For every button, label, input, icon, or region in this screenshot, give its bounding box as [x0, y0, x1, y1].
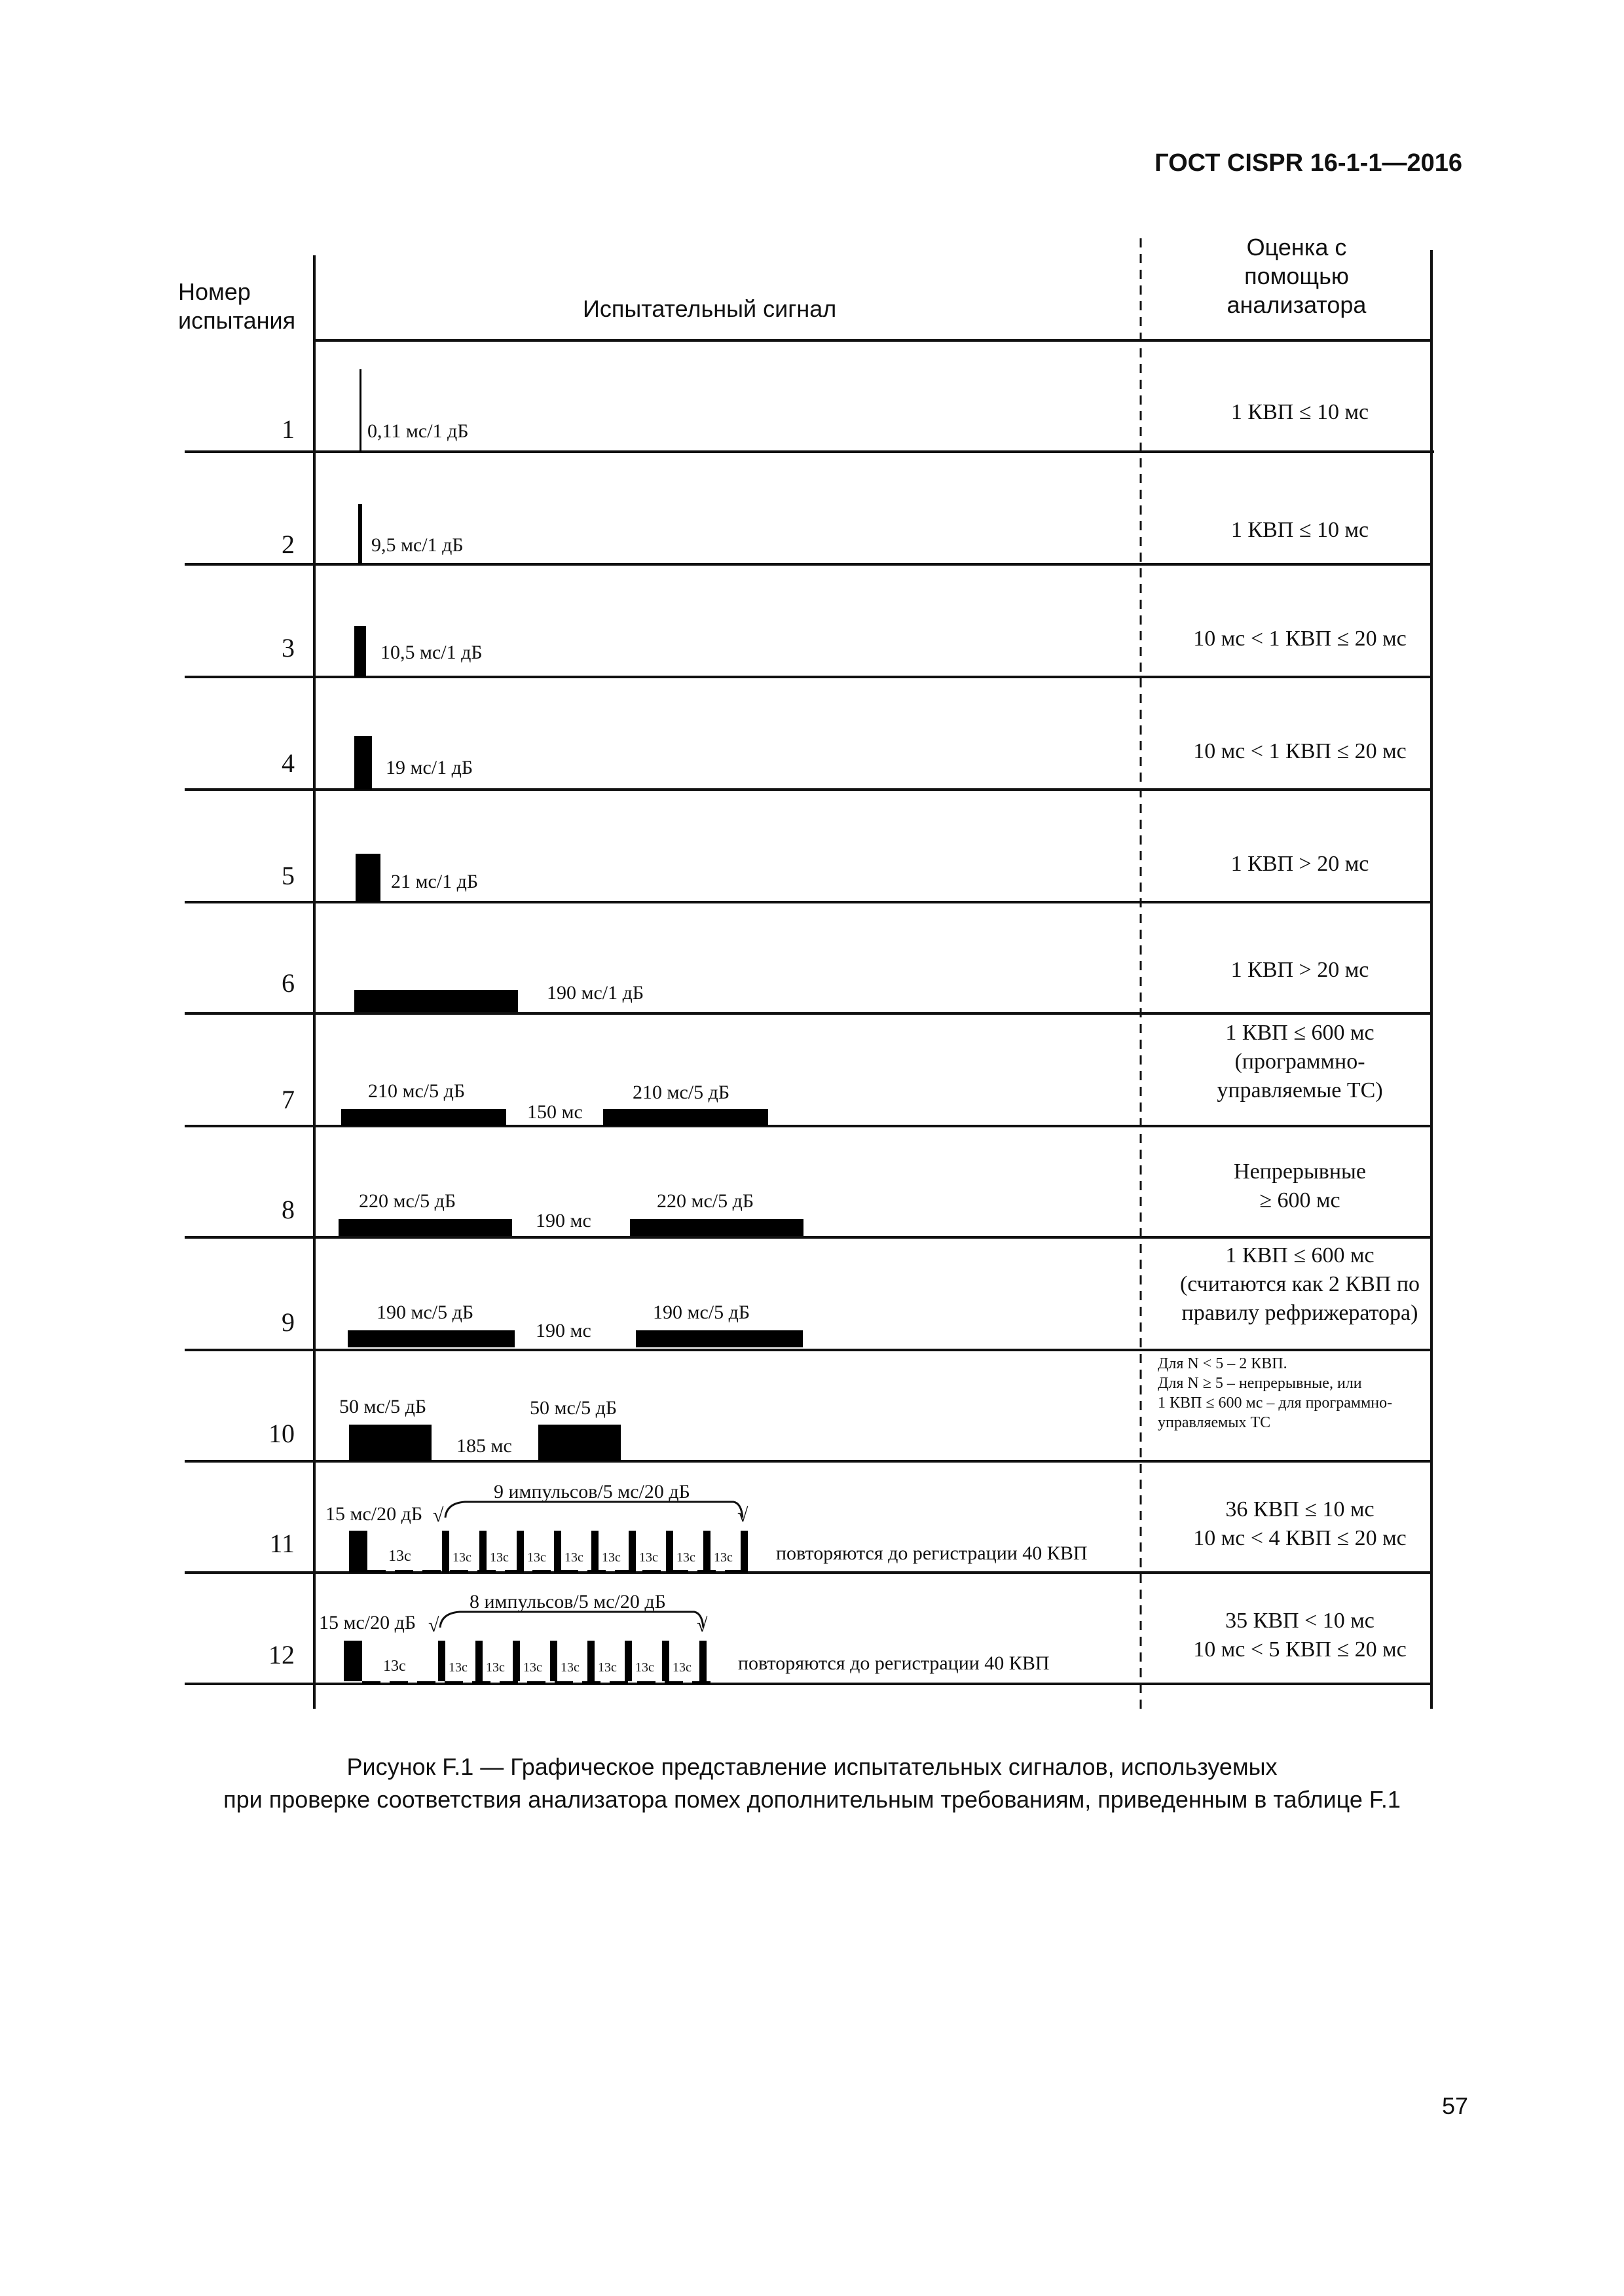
test-number: 1	[282, 414, 295, 444]
pulse	[344, 1641, 362, 1681]
assessment-line: 1 КВП ≤ 10 мс	[1230, 518, 1369, 542]
page-number: 57	[1441, 2092, 1468, 2119]
assessment-line: 1 КВП ≤ 600 мс – для программно-	[1158, 1394, 1393, 1412]
gap-label: 185 мс	[456, 1435, 512, 1457]
assessment-cell	[1158, 1354, 1446, 1432]
assessment-line: (считаются как 2 КВП по	[1179, 1272, 1420, 1296]
gap-label: 13с	[452, 1550, 471, 1565]
gap-label: 13с	[561, 1660, 580, 1675]
pulse	[513, 1641, 520, 1681]
gap-label: 13с	[639, 1550, 658, 1565]
column-header-line: Номер	[178, 278, 251, 305]
assessment-line: правилу рефрижератора)	[1181, 1301, 1418, 1325]
assessment-cell	[1155, 625, 1445, 653]
assessment-line: 10 мс < 1 КВП ≤ 20 мс	[1193, 627, 1407, 651]
gap-label: 13с	[673, 1660, 692, 1675]
gap-label: 13с	[714, 1550, 733, 1565]
pulse	[630, 1219, 803, 1236]
pulse-label: 210 мс/5 дБ	[368, 1080, 466, 1102]
pulse	[538, 1425, 621, 1461]
pulse-label: 21 мс/1 дБ	[391, 871, 479, 892]
pulse	[475, 1641, 483, 1681]
gap-label: 13с	[486, 1660, 505, 1675]
column-header-line: помощью	[1244, 263, 1349, 289]
assessment-cell	[1155, 850, 1445, 879]
assessment-line: Для N ≥ 5 – непрерывные, или	[1158, 1375, 1362, 1392]
test-number: 3	[282, 633, 295, 663]
assessment-line: 1 КВП > 20 мс	[1230, 958, 1369, 982]
pulse-label: 190 мс/5 дБ	[653, 1302, 750, 1323]
assessment-cell	[1155, 398, 1445, 427]
pulse	[349, 1531, 367, 1573]
assessment-cell	[1155, 956, 1445, 985]
pulse	[354, 626, 366, 677]
assessment-line: 10 мс < 1 КВП ≤ 20 мс	[1193, 739, 1407, 763]
pulse	[666, 1531, 673, 1573]
train-mark: √	[428, 1614, 439, 1636]
train-label: 8 импульсов/5 мс/20 дБ	[470, 1591, 666, 1613]
pulse-label: 9,5 мс/1 дБ	[371, 534, 464, 556]
train-bracket	[440, 1612, 703, 1628]
assessment-line: 1 КВП > 20 мс	[1230, 852, 1369, 876]
pulse	[442, 1531, 449, 1573]
pulse-label: 220 мс/5 дБ	[657, 1190, 754, 1212]
column-header-test-signal: Испытательный сигнал	[583, 295, 837, 322]
test-number: 4	[282, 748, 295, 778]
pulse-label: 50 мс/5 дБ	[530, 1397, 618, 1419]
repeat-note: повторяются до регистрации 40 КВП	[776, 1542, 1088, 1564]
gap-label: 13с	[490, 1550, 509, 1565]
gap-label: 190 мс	[536, 1320, 591, 1341]
pulse	[591, 1531, 599, 1573]
pulse	[550, 1641, 557, 1681]
assessment-line: Для N < 5 – 2 КВП.	[1158, 1355, 1287, 1372]
pulse-label: 210 мс/5 дБ	[633, 1082, 730, 1103]
assessment-line: 1 КВП ≤ 600 мс	[1225, 1243, 1375, 1267]
caption-line: при проверке соответствия анализатора помех дополнительным требованиям, приведенным в таблице F.1	[223, 1786, 1401, 1813]
gap-label: 13с	[523, 1660, 542, 1675]
gap-label: 13с	[602, 1550, 621, 1565]
pulse	[349, 1425, 432, 1461]
gap-label: 13с	[388, 1548, 411, 1565]
test-number: 11	[269, 1529, 295, 1558]
assessment-line: 36 КВП ≤ 10 мс	[1225, 1497, 1375, 1522]
assessment-line: 35 КВП < 10 мс	[1225, 1609, 1375, 1633]
assessment-cell	[1155, 1157, 1445, 1215]
column-header-line: Оценка с	[1246, 234, 1347, 261]
test-number: 12	[268, 1640, 295, 1669]
pulse	[636, 1330, 803, 1347]
assessment-line: 10 мс < 5 КВП ≤ 20 мс	[1193, 1637, 1407, 1662]
assessment-cell	[1155, 516, 1445, 545]
gap-label: 13с	[449, 1660, 468, 1675]
train-bracket	[445, 1502, 743, 1518]
assessment-cell	[1155, 737, 1445, 766]
pulse	[603, 1109, 768, 1126]
test-number: 2	[282, 530, 295, 559]
pulse	[339, 1219, 512, 1236]
pulse	[341, 1109, 506, 1126]
pulse-label: 10,5 мс/1 дБ	[380, 642, 483, 663]
pulse-label: 50 мс/5 дБ	[339, 1396, 427, 1417]
assessment-cell	[1155, 1495, 1445, 1553]
pulse-label: 19 мс/1 дБ	[386, 757, 473, 778]
assessment-line: ≥ 600 мс	[1259, 1188, 1340, 1212]
repeat-note: повторяются до регистрации 40 КВП	[738, 1652, 1050, 1674]
pulse	[438, 1641, 445, 1681]
pulse-label: 190 мс/1 дБ	[547, 982, 644, 1004]
caption-line: Рисунок F.1 — Графическое представление испытательных сигналов, используемых	[346, 1753, 1278, 1780]
pulse	[517, 1531, 524, 1573]
gap-label: 13с	[564, 1550, 583, 1565]
pulse-label: 220 мс/5 дБ	[359, 1190, 456, 1212]
assessment-line: 1 КВП ≤ 10 мс	[1230, 400, 1369, 424]
train-label: 9 импульсов/5 мс/20 дБ	[494, 1481, 690, 1503]
test-number: 8	[282, 1195, 295, 1224]
pulse	[554, 1531, 561, 1573]
pulse	[348, 1330, 515, 1347]
pulse-label: 0,11 мс/1 дБ	[367, 420, 469, 442]
gap-label: 13с	[676, 1550, 695, 1565]
pulse	[354, 990, 518, 1012]
assessment-line: управляемых ТС	[1158, 1414, 1271, 1431]
pulse	[360, 369, 361, 452]
gap-label: 150 мс	[527, 1101, 583, 1123]
assessment-line: управляемые ТС)	[1217, 1078, 1383, 1102]
column-header-line: анализатора	[1227, 291, 1367, 318]
assessment-cell	[1155, 1019, 1445, 1105]
gap-label: 13с	[598, 1660, 617, 1675]
test-number: 6	[282, 968, 295, 998]
gap-label: 13с	[527, 1550, 546, 1565]
assessment-line: Непрерывные	[1234, 1159, 1366, 1184]
pulse	[703, 1531, 710, 1573]
test-number: 7	[282, 1085, 295, 1114]
pulse	[699, 1641, 707, 1681]
pulse	[662, 1641, 669, 1681]
test-number: 5	[282, 861, 295, 890]
test-number: 9	[282, 1307, 295, 1337]
pulse	[625, 1641, 632, 1681]
pulse-label: 15 мс/20 дБ	[319, 1612, 416, 1633]
pulse	[479, 1531, 487, 1573]
test-number: 10	[268, 1419, 295, 1448]
train-mark: √	[737, 1504, 748, 1526]
pulse-label: 190 мс/5 дБ	[377, 1302, 474, 1323]
gap-label: 13с	[383, 1658, 406, 1675]
gap-label: 13с	[635, 1660, 654, 1675]
pulse	[587, 1641, 595, 1681]
assessment-cell	[1155, 1241, 1445, 1328]
train-mark: √	[697, 1614, 708, 1636]
pulse-label: 15 мс/20 дБ	[325, 1503, 423, 1525]
assessment-line: 1 КВП ≤ 600 мс	[1225, 1021, 1375, 1045]
assessment-line: (программно-	[1234, 1049, 1365, 1074]
pulse	[629, 1531, 636, 1573]
assessment-line: 10 мс < 4 КВП ≤ 20 мс	[1193, 1526, 1407, 1550]
pulse	[356, 854, 380, 902]
train-mark: √	[433, 1504, 444, 1526]
figure-caption	[0, 1751, 1624, 1816]
pulse	[358, 504, 362, 564]
column-header-line: испытания	[178, 307, 296, 334]
pulse	[354, 736, 372, 790]
standard-code: ГОСТ CISPR 16-1-1—2016	[1154, 149, 1462, 177]
pulse	[741, 1531, 748, 1573]
assessment-cell	[1155, 1607, 1445, 1664]
gap-label: 190 мс	[536, 1210, 591, 1231]
